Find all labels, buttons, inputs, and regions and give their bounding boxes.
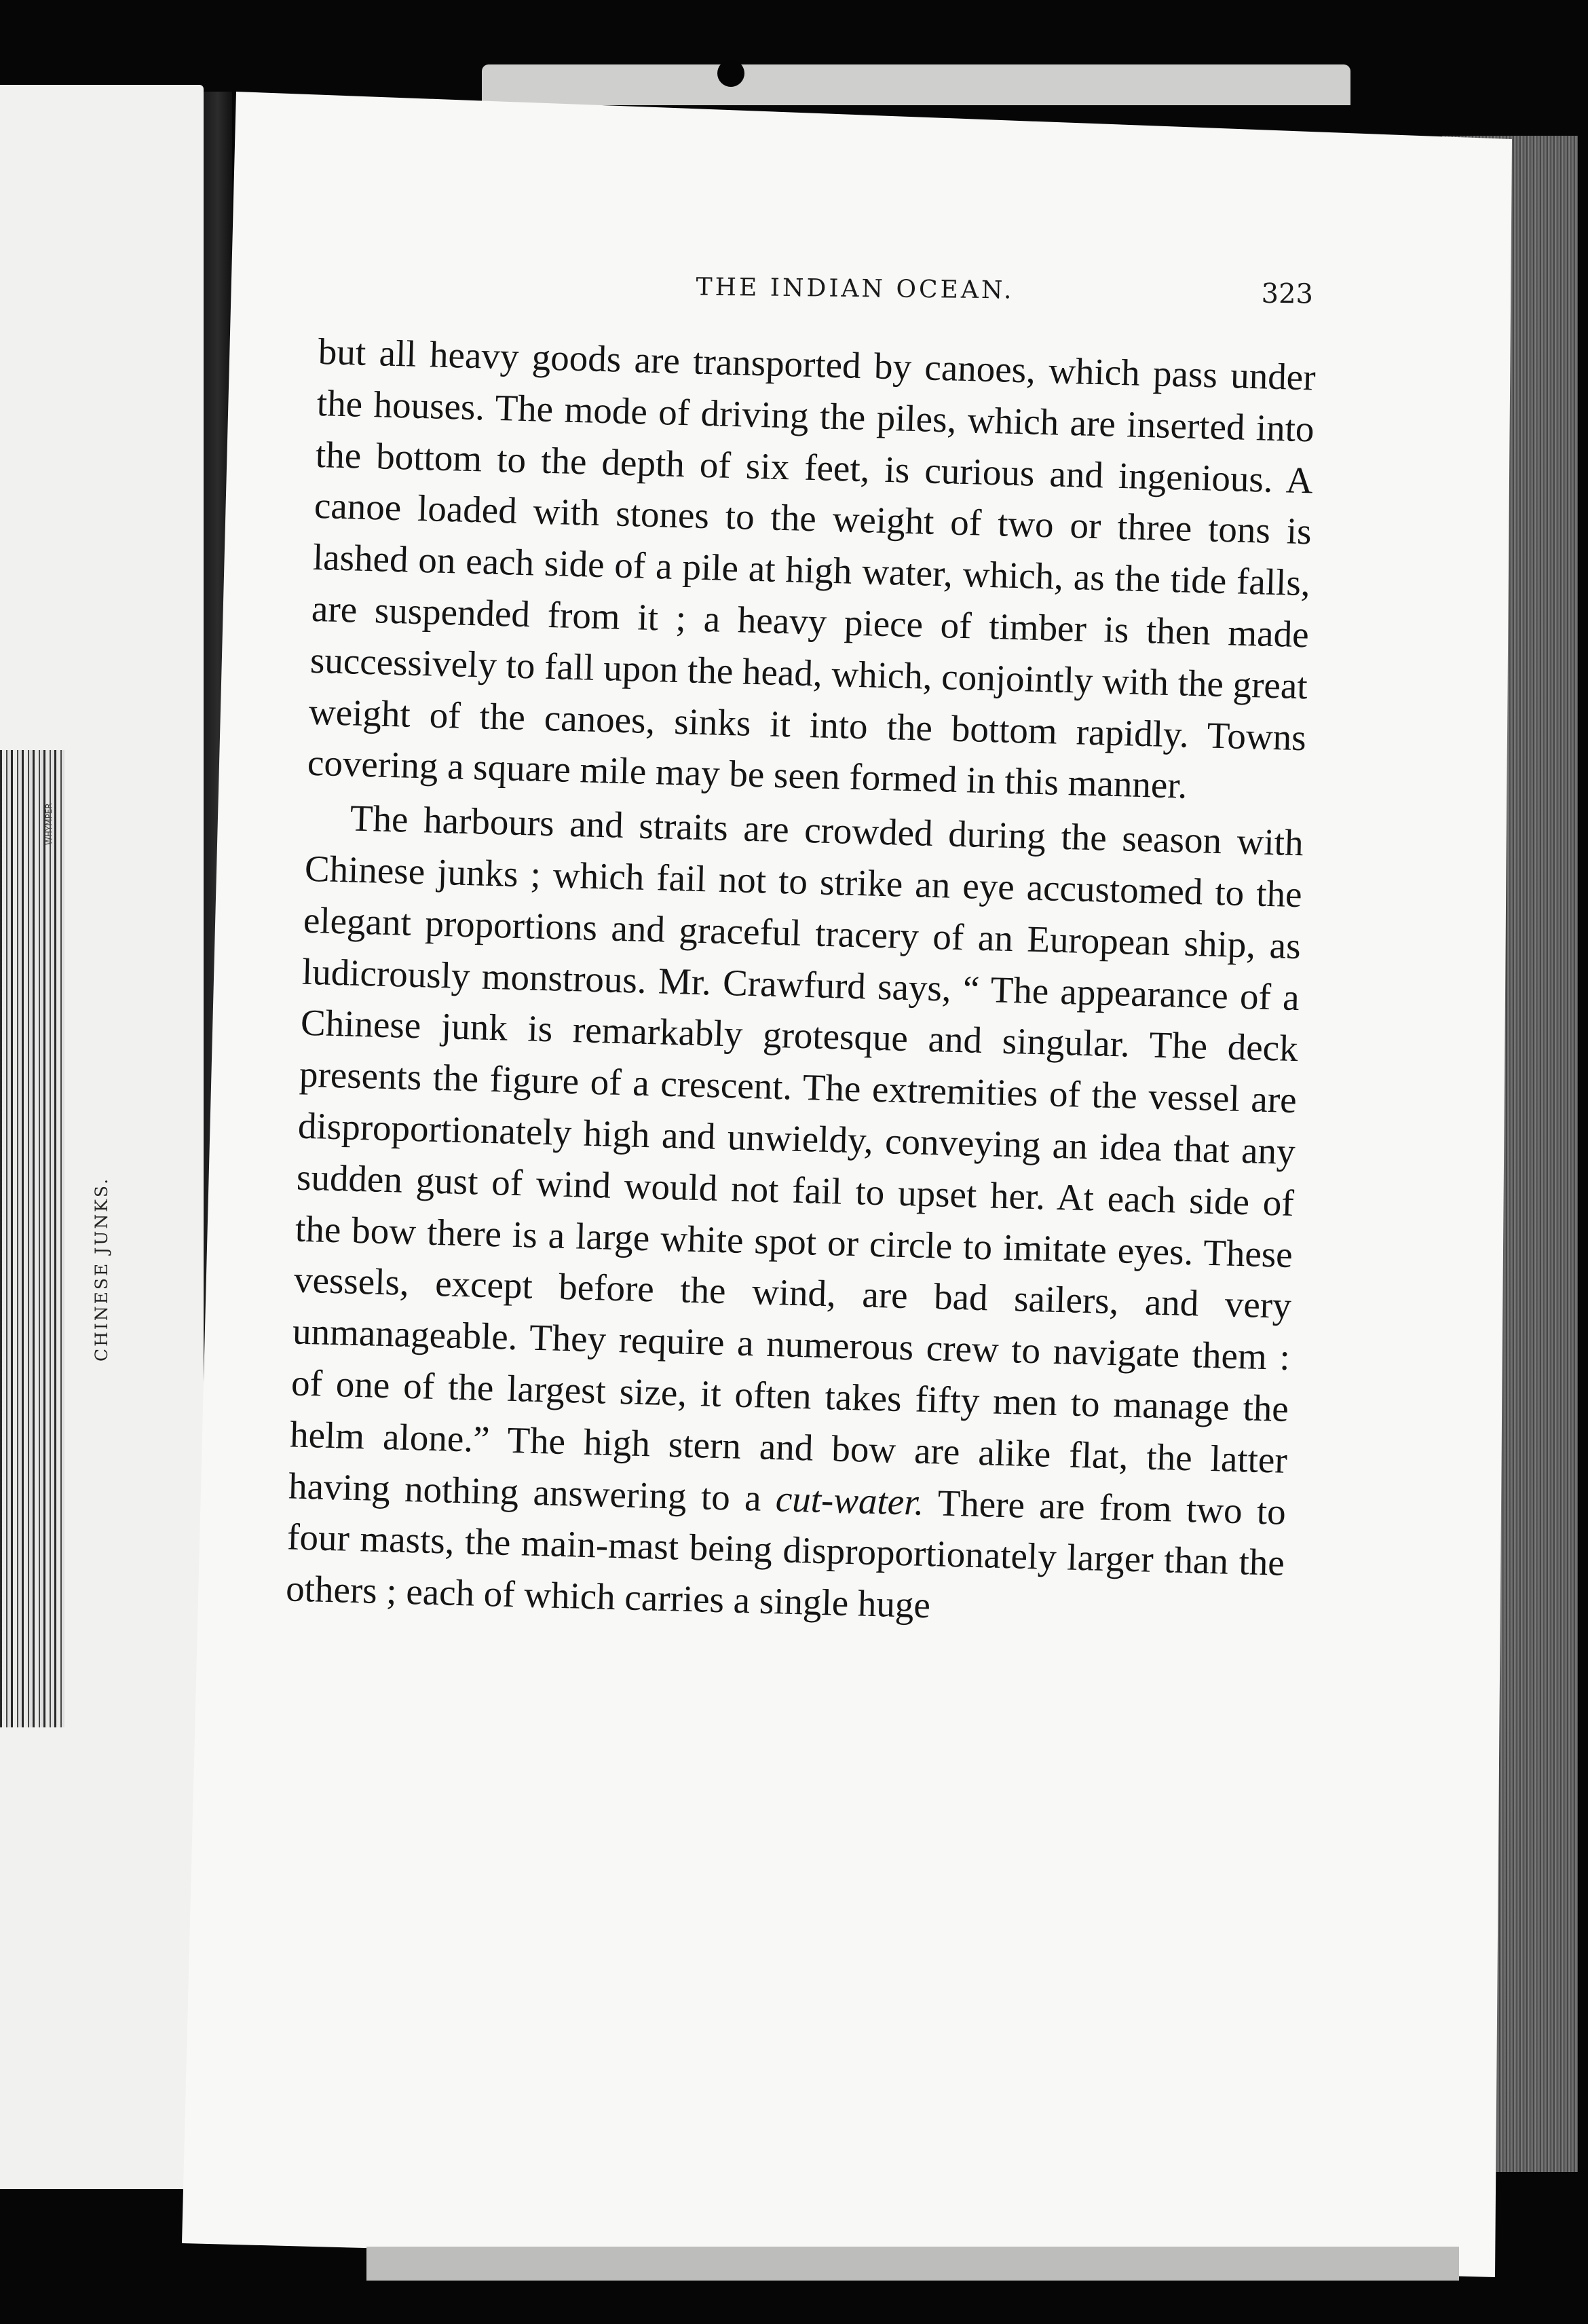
left-page	[0, 85, 204, 2189]
body-text	[275, 326, 1316, 2035]
page-number: 323	[1261, 278, 1314, 310]
page-tab-strip	[482, 64, 1350, 105]
plate-illustration	[0, 750, 64, 1727]
bottom-page-strip	[366, 2247, 1459, 2281]
paragraph-2-italic: cut-water.	[775, 1477, 925, 1523]
paragraph-2	[285, 791, 1304, 1641]
tab-dot	[717, 60, 744, 87]
paragraph-2-text-end: There are from two to four masts, the main-mast being disproportionately larger than the others ; each of which carries a single huge	[285, 1481, 1287, 1626]
running-head: THE INDIAN OCEAN.	[696, 273, 1015, 305]
plate-credit: WHYMPER	[44, 803, 54, 845]
plate-caption: CHINESE JUNKS.	[92, 1176, 111, 1362]
paragraph-2-text: The harbours and straits are crowded during the season with Chinese junks ; which fail not to strike an eye accustomed to the elegant proportions and graceful tracery of an European ship, as ludicrously monstrous. Mr. Crawfurd says, “ The appearance of a Chinese junk is remarkably grotesque and singular. The deck presents the figure of a crescent. The extremities of the vessel are disproportionately high and unwieldy, conveying an idea that any sudden gust of wind would not fail to upset her. At each side of the bow there is a large white spot or circle to imitate eyes. These vessels, except before the wind, are bad sailers, and very unmanageable. They require a numerous crew to navigate them : of one of the largest size, it often takes fifty men to manage the helm alone.” The high stern and bow are alike flat, the latter having nothing answering to a	[288, 797, 1304, 1519]
paragraph-1: but all heavy goods are transported by canoes, which pass under the houses. The mode of driving the piles, which are inserted into the bottom to the depth of six feet, is curious and ingenious. A canoe loaded with stones to the weight of two or three tons is lashed on each side of a pile at high water, which, as the tide falls, are suspended from it ; a heavy piece of timber is then made successively to fall upon the head, which, conjointly with the great weight of the canoes, sinks it into the bottom rapidly. Towns covering a square mile may be seen formed in this manner.	[307, 330, 1317, 807]
